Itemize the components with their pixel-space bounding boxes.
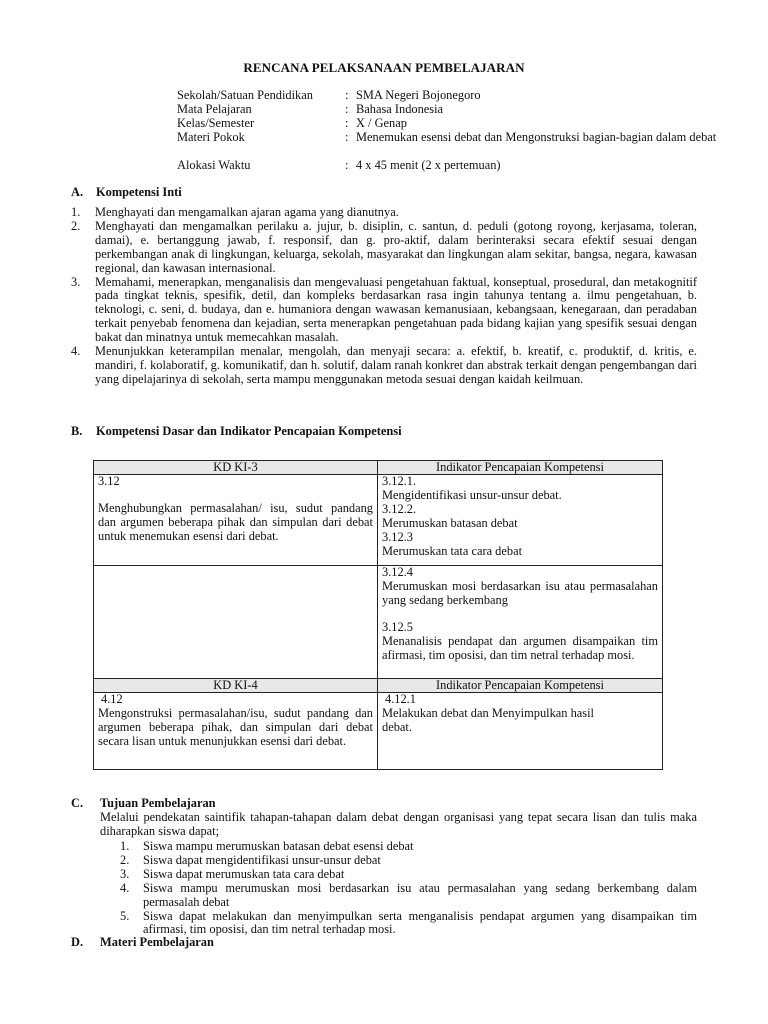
list-item: 3. Memahami, menerapkan, menganalisis dan mengevaluasi pengetahuan faktual, konseptual, prosedural, dan metakognitif pada tingkat teknis, spesifik, detil, dan kompleks berdasarkan rasa ingin tahunya tentang a. ilmu pengetahuan, b. teknologi, c. seni, d. budaya, dan e. humaniora dengan wawasan kemanusiaan, kebangsaan, kenegaraan, dan peradaban terkait penyebab fenomena dan kejadian, serta menerapkan pengetahuan pada bidang kajian yang spesifik sesuai dengan bakat dan minatnya untuk memecahkan masalah. <box>71 274 697 345</box>
table-header-kd3: KD KI-3 <box>94 461 378 475</box>
kd3-text: Menghubungkan permasalahan/ isu, sudut pandang dan argumen beberapa pihak dan simpulan dari debat untuk menemukan esensi dari debat. <box>98 500 373 543</box>
ipk-code: 3.12.5 <box>382 619 413 634</box>
ipk-code: 3.12.1. <box>382 474 417 488</box>
ipk-text: Menanalisis pendapat dan argumen disampaikan tim afirmasi, tim oposisi, dan tim netral terhadap mosi. <box>382 633 658 662</box>
table-row <box>94 475 663 566</box>
list-item: 1. Siswa mampu merumuskan batasan debat esensi debat <box>120 839 414 853</box>
identity-row <box>177 89 699 103</box>
empty-cell <box>94 566 378 679</box>
ipk-text: Merumuskan batasan debat <box>382 515 518 530</box>
ipk-text: Merumuskan tata cara debat <box>382 543 523 558</box>
list-item: 1. Menghayati dan mengamalkan ajaran agama yang dianutnya. <box>71 205 399 219</box>
table-row <box>94 679 663 693</box>
kompetensi-inti-list <box>71 205 697 387</box>
list-item: 4. Siswa mampu merumuskan mosi berdasarkan isu atau permasalahan yang sedang berkembang dalam permasalah debat <box>120 880 697 909</box>
ipk-code: 4.12.1 <box>385 692 416 706</box>
table-row <box>94 461 663 475</box>
kd-table <box>93 460 663 770</box>
table-row <box>94 693 663 770</box>
ipk-cell <box>378 566 663 679</box>
list-item: 5. Siswa dapat melakukan dan menyimpulkan serta menganalisis pendapat argumen yang disampaikan tim afirmasi, tim oposisi, dan tim netral terhadap mosi. <box>120 908 697 937</box>
list-item: 2. Menghayati dan mengamalkan perilaku a. jujur, b. disiplin, c. santun, d. peduli (gotong royong, kerjasama, toleran, damai), e. bertanggung jawab, f. responsif, dan g. pro-aktif, dalam berinteraksi secara efektif sesuai dengan perkembangan anak di lingkungan, keluarga, sekolah, masyarakat dan lingkungan alam sekitar, bangsa, negara, kawasan regional, dan kawasan internasional. <box>71 218 697 275</box>
page-title: RENCANA PELAKSANAAN PEMBELAJARAN <box>243 60 525 75</box>
identity-label: Kelas/Semester <box>177 116 255 130</box>
section-b-heading: B. Kompetensi Dasar dan Indikator Pencapaian Kompetensi <box>71 424 402 438</box>
kd4-code: 4.12 <box>101 692 123 706</box>
ipk-cell <box>378 693 663 770</box>
section-a-heading: A. Kompetensi Inti <box>71 185 182 199</box>
identity-label: Materi Pokok <box>177 130 245 144</box>
identity-block <box>177 88 717 173</box>
identity-row <box>177 117 699 131</box>
table-row <box>94 566 663 679</box>
table-header-ipk: Indikator Pencapaian Kompetensi <box>378 461 663 475</box>
tujuan-list <box>120 839 697 937</box>
identity-label: Sekolah/Satuan Pendidikan <box>177 88 313 102</box>
table-header-kd4: KD KI-4 <box>94 679 378 693</box>
identity-label: Mata Pelajaran <box>177 102 252 116</box>
identity-value: : SMA Negeri Bojonegoro <box>345 88 481 102</box>
identity-value: : Bahasa Indonesia <box>345 102 444 116</box>
ipk-code: 3.12.3 <box>382 529 413 544</box>
list-item: 4. Menunjukkan keterampilan menalar, mengolah, dan menyaji secara: a. efektif, b. kreatif, c. produktif, d. kritis, e. mandiri, f. kolaboratif, g. komunikatif, dan h. solutif, dalam ranah konkret dan abstrak terkait dengan pengembangan dari yang dipelajarinya di sekolah, serta mampu menggunakan metoda sesuai dengan kaidah keilmuan. <box>71 344 697 386</box>
ipk-text: Mengidentifikasi unsur-unsur debat. <box>382 487 562 502</box>
list-item: 2. Siswa dapat mengidentifikasi unsur-unsur debat <box>120 852 381 867</box>
ipk-text: Melakukan debat dan Menyimpulkan hasil debat. <box>382 705 594 734</box>
identity-value: : 4 x 45 menit (2 x pertemuan) <box>345 158 501 172</box>
tujuan-intro: Melalui pendekatan saintifik tahapan-tahapan dalam debat dengan organisasi yang tepat secara lisan dan tulis maka diharapkan siswa dapat; <box>100 810 697 838</box>
section-d-heading: D. Materi Pembelajaran <box>71 935 214 949</box>
list-item: 3. Siswa dapat merumuskan tata cara debat <box>120 866 345 881</box>
section-c-heading: C. Tujuan Pembelajaran <box>71 796 216 810</box>
identity-row <box>177 103 699 117</box>
identity-row <box>177 130 717 159</box>
ipk-cell <box>378 475 663 566</box>
ipk-code: 3.12.2. <box>382 501 417 516</box>
ipk-code: 3.12.4 <box>382 565 413 579</box>
kd3-cell <box>94 475 378 566</box>
identity-value: : Menemukan esensi debat dan Mengonstruksi bagian-bagian dalam debat <box>345 130 717 144</box>
identity-label: Alokasi Waktu <box>177 158 251 172</box>
ipk-text: Merumuskan mosi berdasarkan isu atau permasalahan yang sedang berkembang <box>382 578 658 607</box>
kd3-code: 3.12 <box>98 474 120 488</box>
kd4-cell <box>94 693 378 770</box>
identity-value: : X / Genap <box>345 116 407 130</box>
table-header-ipk: Indikator Pencapaian Kompetensi <box>378 679 663 693</box>
kd4-text: Mengonstruksi permasalahan/isu, sudut pandang dan argumen beberapa pihak, dan simpulan dari debat secara lisan untuk menunjukkan esensi dari debat. <box>98 705 373 748</box>
identity-row <box>177 159 699 173</box>
